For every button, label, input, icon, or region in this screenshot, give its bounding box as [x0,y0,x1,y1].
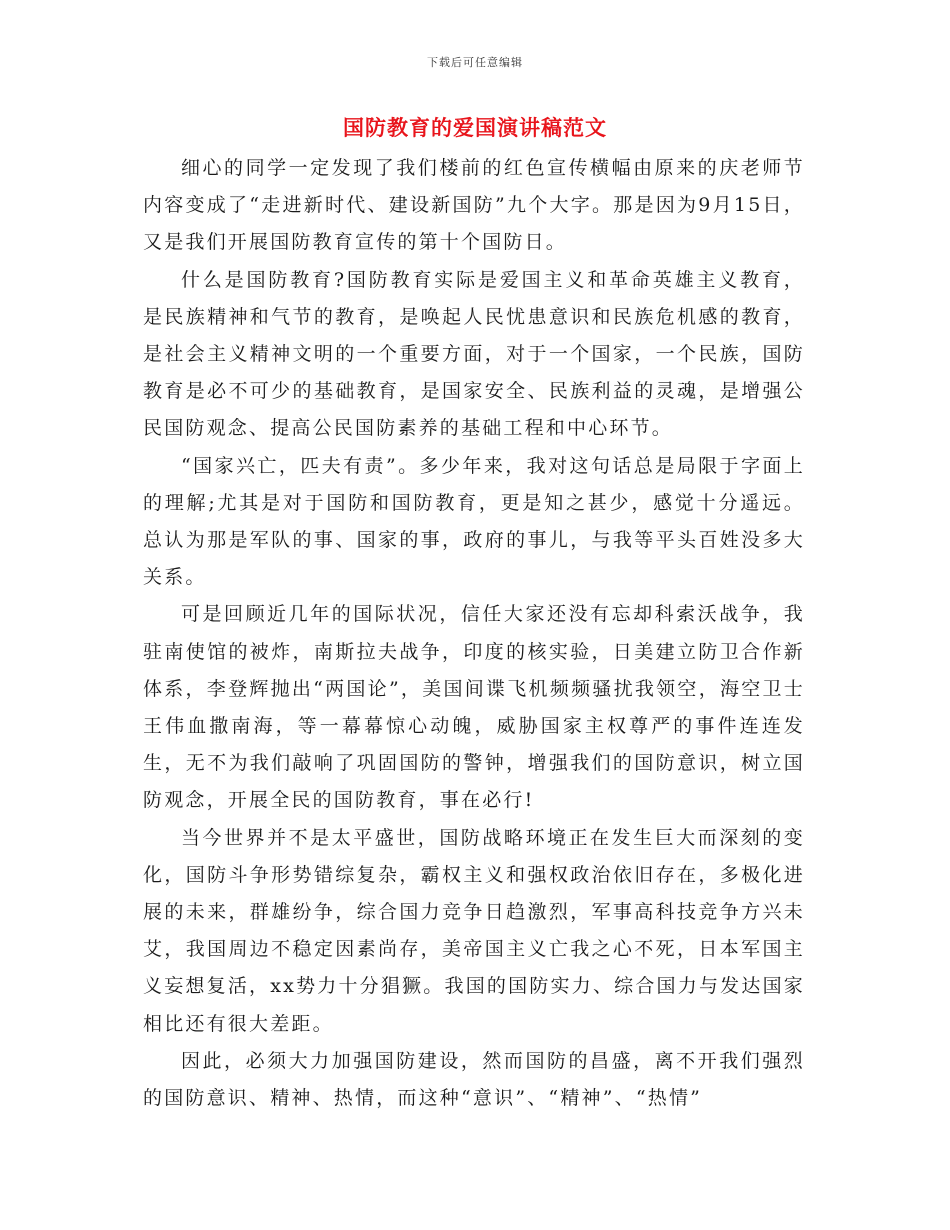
page-header-note: 下载后可任意编辑 [427,56,523,69]
paragraph-5: 当今世界并不是太平盛世，国防战略环境正在发生巨大而深刻的变化，国防斗争形势错综复杂，霸权主义和强权政治依旧存在，多极化进展的未来，群雄纷争，综合国力竞争日趋激烈，军事高科技竞争方兴未艾，我国周边不稳定因素尚存，美帝国主义亡我之心不死，日本军国主义妄想复活，xx势力十分猖獗。我国的国防实力、综合国力与发达国家相比还有很大差距。 [143,826,805,1035]
paragraph-3: “国家兴亡，匹夫有责”。多少年来，我对这句话总是局限于字面上的理解;尤其是对于国防和国防教育，更是知之甚少，感觉十分遥远。总认为那是军队的事、国家的事，政府的事儿，与我等平头百姓没多大关系。 [143,454,805,589]
document-body [143,150,805,1117]
paragraph-2: 什么是国防教育?国防教育实际是爱国主义和革命英雄主义教育，是民族精神和气节的教育，是唤起人民忧患意识和民族危机感的教育，是社会主义精神文明的一个重要方面，对于一个国家，一个民族，国防教育是必不可少的基础教育，是国家安全、民族利益的灵魂，是增强公民国防观念、提高公民国防素养的基础工程和中心环节。 [143,268,805,440]
paragraph-1: 细心的同学一定发现了我们楼前的红色宣传横幅由原来的庆老师节内容变成了“走进新时代、建设新国防”九个大字。那是因为9月15日，又是我们开展国防教育宣传的第十个国防日。 [143,157,805,254]
paragraph-4: 可是回顾近几年的国际状况，信任大家还没有忘却科索沃战争，我驻南使馆的被炸，南斯拉夫战争，印度的核实验，日美建立防卫合作新体系，李登辉抛出“两国论”，美国间谍飞机频频骚扰我领空，海空卫士王伟血撒南海，等一幕幕惊心动魄，威胁国家主权尊严的事件连连发生，无不为我们敲响了巩固国防的警钟，增强我们的国防意识，树立国防观念，开展全民的国防教育，事在必行! [143,603,805,812]
paragraph-6: 因此，必须大力加强国防建设，然而国防的昌盛，离不开我们强烈的国防意识、精神、热情，而这种“意识”、“精神”、“热情” [143,1049,805,1110]
document-title: 国防教育的爱国演讲稿范文 [343,115,607,140]
